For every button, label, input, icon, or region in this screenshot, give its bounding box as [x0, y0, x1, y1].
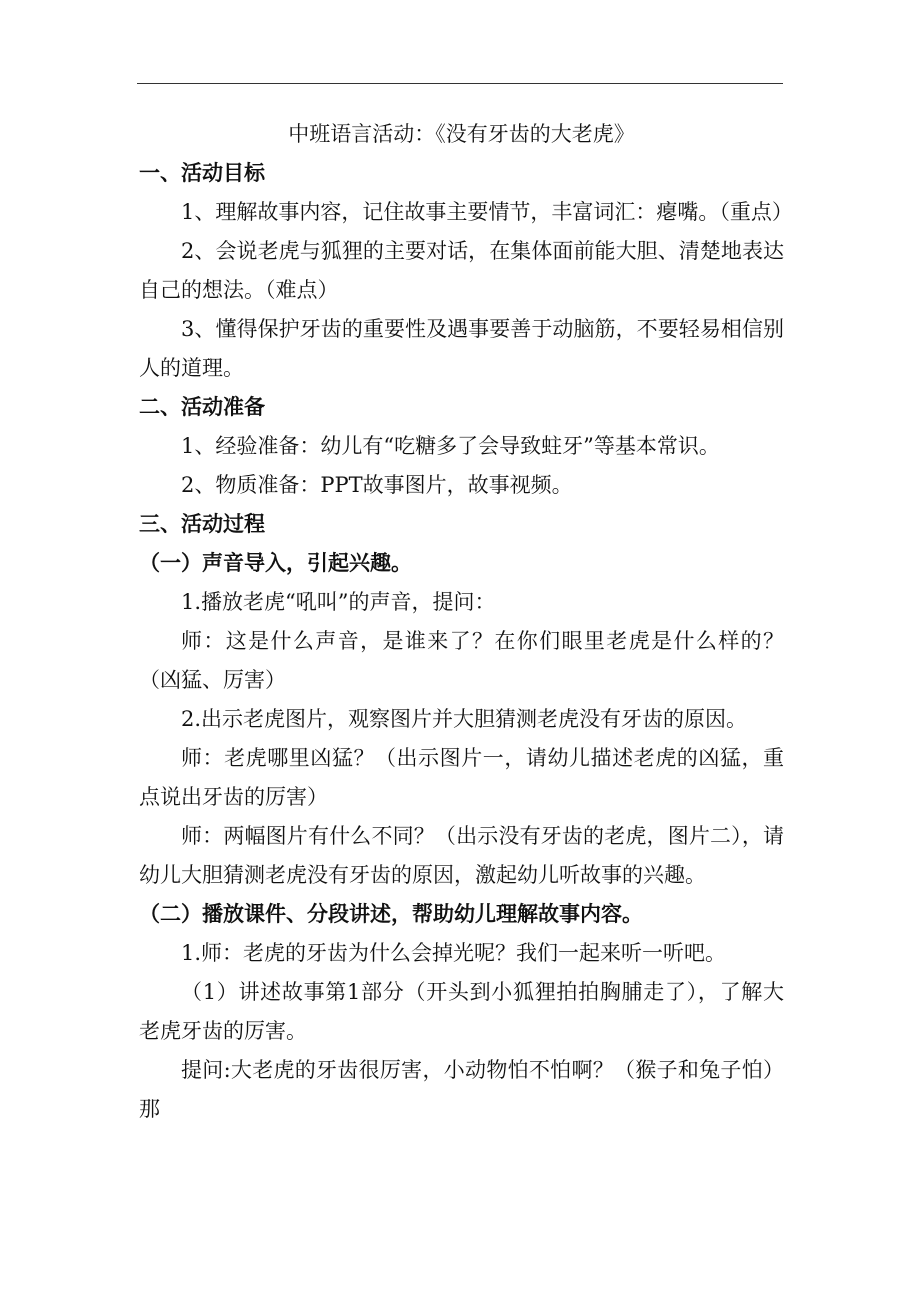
document-body — [139, 114, 793, 1129]
header-rule — [137, 83, 783, 84]
goal-1: 1、理解故事内容，记住故事主要情节，丰富词汇：瘪嘴。（重点） — [181, 200, 793, 224]
step-1-2: 2.出示老虎图片，观察图片并大胆猜测老虎没有牙齿的原因。 — [181, 707, 748, 731]
prep-1: 1、经验准备：幼儿有“吃糖多了会导致蛀牙”等基本常识。 — [181, 434, 720, 458]
step-2-1: 1.师：老虎的牙齿为什么会掉光呢？我们一起来听一听吧。 — [181, 941, 727, 965]
heading-process: 三、活动过程 — [139, 512, 265, 536]
step-1-1: 1.播放老虎“吼叫”的声音，提问： — [181, 590, 496, 614]
teacher-q-2: 师：老虎哪里凶猛？（出示图片一，请幼儿描述老虎的凶猛，重点说出牙齿的厉害） — [139, 746, 784, 809]
subheading-2: （二）播放课件、分段讲述，帮助幼儿理解故事内容。 — [139, 902, 643, 926]
document-title: 中班语言活动：《没有牙齿的大老虎》 — [288, 122, 635, 146]
teacher-q-3: 师：两幅图片有什么不同？（出示没有牙齿的老虎，图片二），请幼儿大胆猜测老虎没有牙齿的原因，激起幼儿听故事的兴趣。 — [139, 824, 784, 887]
prep-2: 2、物质准备：PPT故事图片，故事视频。 — [181, 473, 573, 497]
goal-3: 3、懂得保护牙齿的重要性及遇事要善于动脑筋，不要轻易相信别人的道理。 — [139, 317, 784, 380]
question-1: 提问:大老虎的牙齿很厉害，小动物怕不怕啊？（猴子和兔子怕）那 — [139, 1058, 784, 1121]
heading-goals: 一、活动目标 — [139, 161, 265, 185]
step-2-1a: （1）讲述故事第1部分（开头到小狐狸拍拍胸脯走了），了解大老虎牙齿的厉害。 — [139, 980, 784, 1043]
subheading-1: （一）声音导入，引起兴趣。 — [139, 551, 412, 575]
heading-preparation: 二、活动准备 — [139, 395, 265, 419]
teacher-q-1: 师：这是什么声音，是谁来了？在你们眼里老虎是什么样的？（凶猛、厉害） — [139, 629, 784, 692]
goal-2: 2、会说老虎与狐狸的主要对话，在集体面前能大胆、清楚地表达自己的想法。（难点） — [139, 239, 784, 302]
